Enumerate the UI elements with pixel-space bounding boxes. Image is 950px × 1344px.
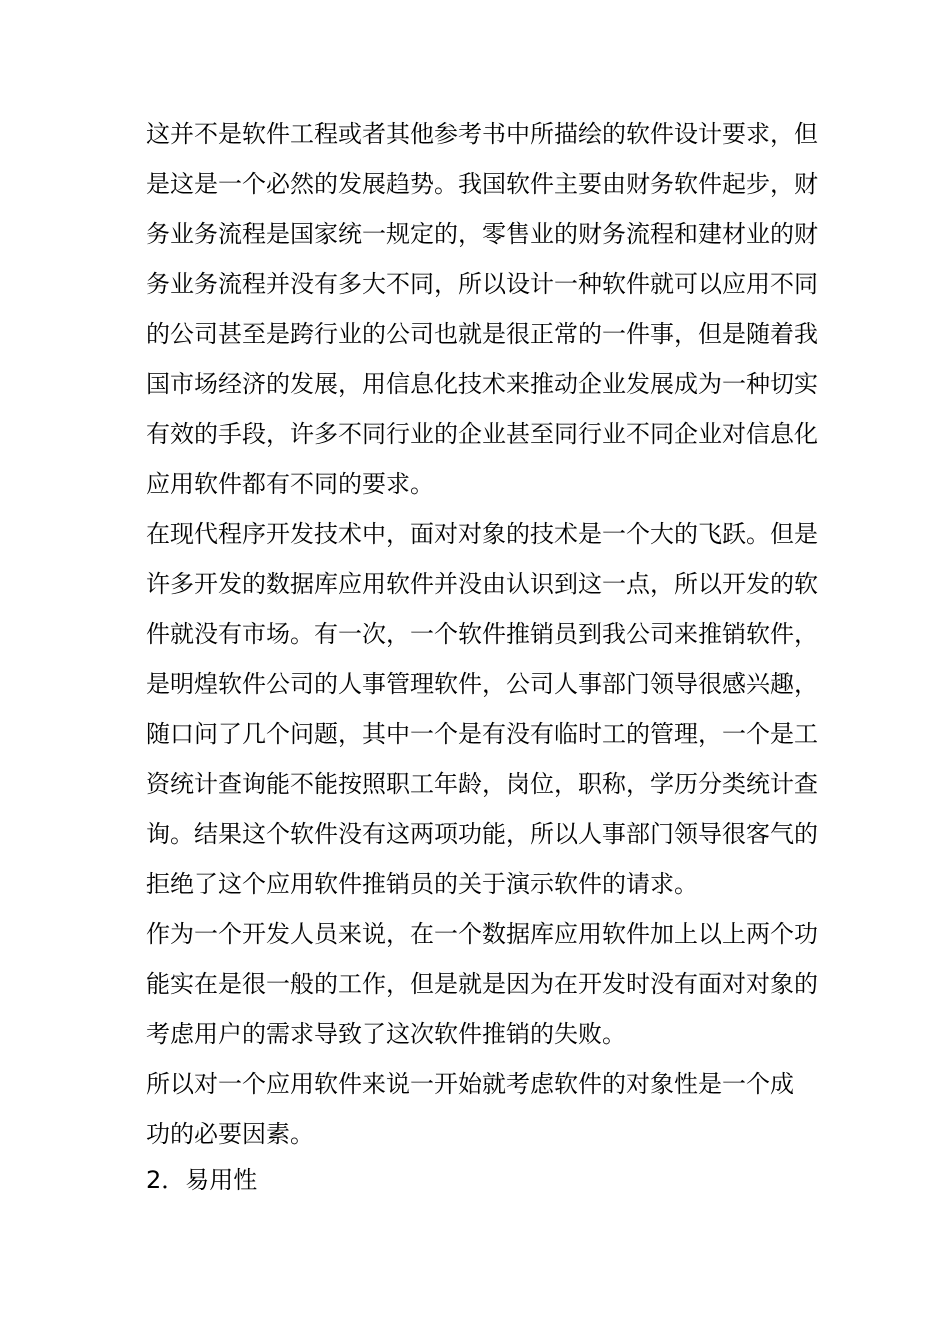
- text-line: 询。结果这个软件没有这两项功能，所以人事部门领导很客气的: [146, 820, 818, 848]
- text-line: 考虑用户的需求导致了这次软件推销的失败。: [146, 1020, 626, 1048]
- text-line: 的公司甚至是跨行业的公司也就是很正常的一件事，但是随着我: [146, 320, 818, 348]
- text-line: 有效的手段，许多不同行业的企业甚至同行业不同企业对信息化: [146, 420, 818, 448]
- text-line: 国市场经济的发展，用信息化技术来推动企业发展成为一种切实: [146, 370, 818, 398]
- text-line: 件就没有市场。有一次，一个软件推销员到我公司来推销软件，: [146, 620, 818, 648]
- text-line: 能实在是很一般的工作，但是就是因为在开发时没有面对对象的: [146, 970, 818, 998]
- text-line: 许多开发的数据库应用软件并没由认识到这一点，所以开发的软: [146, 570, 818, 598]
- text-line: 所以对一个应用软件来说一开始就考虑软件的对象性是一个成: [146, 1070, 794, 1098]
- text-line: 随口问了几个问题，其中一个是有没有临时工的管理，一个是工: [146, 720, 818, 748]
- text-line: 务业务流程是国家统一规定的，零售业的财务流程和建材业的财: [146, 220, 818, 248]
- text-line: 是明煌软件公司的人事管理软件，公司人事部门领导很感兴趣，: [146, 670, 818, 698]
- section-heading: 2．易用性: [146, 1166, 258, 1194]
- text-line: 拒绝了这个应用软件推销员的关于演示软件的请求。: [146, 870, 698, 898]
- text-line: 功的必要因素。: [146, 1120, 314, 1148]
- text-line: 作为一个开发人员来说，在一个数据库应用软件加上以上两个功: [146, 920, 818, 948]
- text-line: 资统计查询能不能按照职工年龄，岗位，职称，学历分类统计查: [146, 770, 818, 798]
- text-line: 务业务流程并没有多大不同，所以设计一种软件就可以应用不同: [146, 270, 818, 298]
- text-line: 应用软件都有不同的要求。: [146, 470, 434, 498]
- text-line: 这并不是软件工程或者其他参考书中所描绘的软件设计要求，但: [146, 120, 818, 148]
- text-line: 在现代程序开发技术中，面对对象的技术是一个大的飞跃。但是: [146, 520, 818, 548]
- text-line: 是这是一个必然的发展趋势。我国软件主要由财务软件起步，财: [146, 170, 818, 198]
